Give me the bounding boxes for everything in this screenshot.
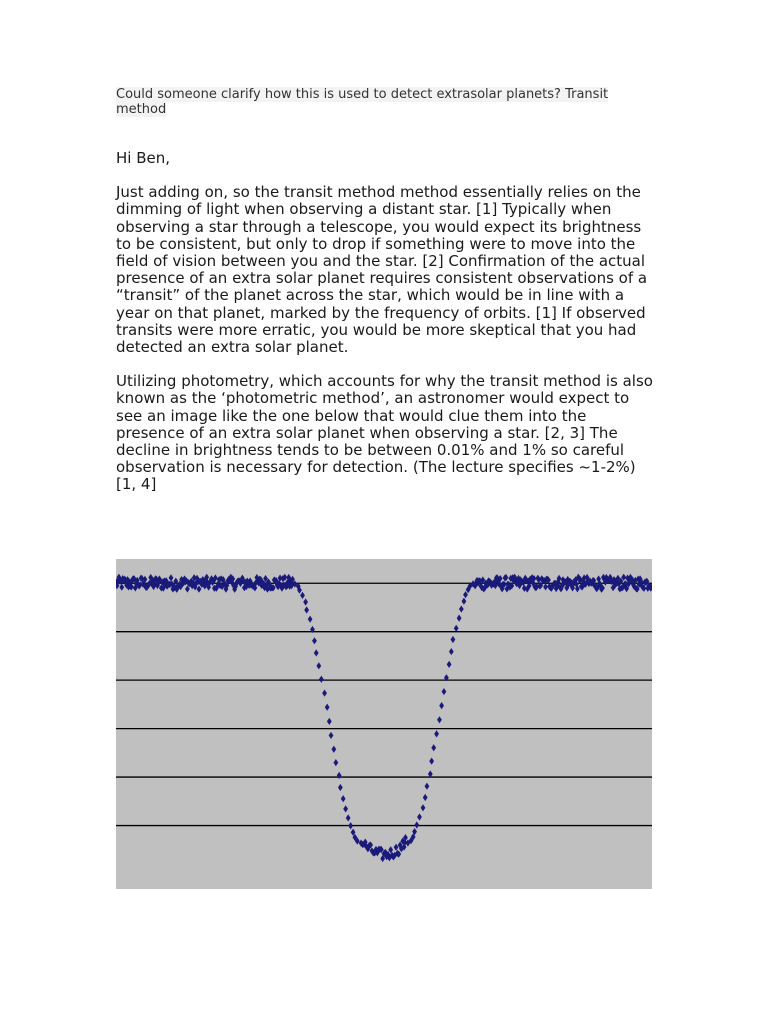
paragraph-transit-method: Just adding on, so the transit method method essentially relies on the dimming of light when observing a distant star. [1] Typically when observing a star through a telescope, you would expect its brightness to be consistent, but only to drop if something were to move into the field of vision between you and the star. [2] Confirmation of the actual presence of an extra solar planet requires consistent observations of a “transit” of the planet across the star, which would be in line with a year on that planet, marked by the frequency of orbits. [1] If observed transits were more erratic, you would be more skeptical that you had detected an extra solar planet. bbox=[116, 183, 648, 357]
greeting: Hi Ben, bbox=[116, 149, 171, 167]
question-text: Could someone clarify how this is used to detect extrasolar planets? Transit method bbox=[116, 87, 609, 117]
chart-svg bbox=[116, 559, 652, 889]
reply-body bbox=[116, 150, 656, 511]
transit-light-curve-chart bbox=[116, 559, 652, 889]
plot-area bbox=[116, 559, 652, 889]
paragraph-photometry: Utilizing photometry, which accounts for why the transit method is also known as the ‘photometric method’, an astronomer would expect to see an image like the one below that would clue them into the presence of an extra solar planet when observing a star. [2, 3] The decline in brightness tends to be between 0.01% and 1% so careful observation is necessary for detection. (The lecture specifies ~1-2%) [1, 4] bbox=[116, 372, 653, 494]
question-heading bbox=[116, 87, 636, 117]
